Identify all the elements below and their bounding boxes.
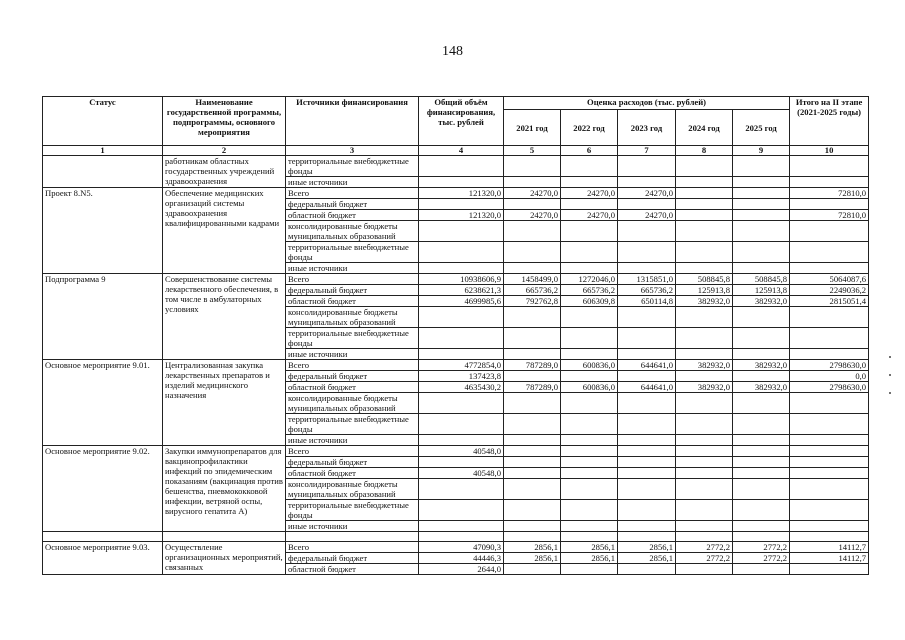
year-value-cell	[561, 500, 618, 521]
year-value-cell: 787289,0	[504, 360, 561, 371]
table-row	[43, 446, 869, 457]
year-value-cell: 382932,0	[733, 382, 790, 393]
row-program-name: работникам областных государственных учреждений здравоохранения	[163, 156, 286, 188]
funding-source: иные источники	[286, 177, 419, 188]
stage-total-cell	[790, 521, 869, 532]
year-value-cell	[733, 307, 790, 328]
total-volume-cell: 121320,0	[419, 188, 504, 199]
year-value-cell: 24270,0	[504, 188, 561, 199]
year-value-cell	[676, 521, 733, 532]
year-value-cell	[733, 328, 790, 349]
year-value-cell	[733, 457, 790, 468]
header-year: 2025 год	[733, 110, 790, 146]
stage-total-cell	[790, 177, 869, 188]
total-volume-cell: 137423,8	[419, 371, 504, 382]
year-value-cell	[733, 446, 790, 457]
year-value-cell	[561, 263, 618, 274]
year-value-cell: 2856,1	[618, 553, 676, 564]
column-number: 3	[286, 146, 419, 156]
year-value-cell: 382932,0	[676, 382, 733, 393]
header-total-volume: Общий объём финансирования, тыс. рублей	[419, 97, 504, 146]
stage-total-cell	[790, 307, 869, 328]
year-value-cell	[618, 435, 676, 446]
table-row	[43, 542, 869, 553]
year-value-cell	[676, 328, 733, 349]
year-value-cell: 382932,0	[733, 296, 790, 307]
year-value-cell	[504, 435, 561, 446]
column-number: 1	[43, 146, 163, 156]
total-volume-cell	[419, 521, 504, 532]
year-value-cell	[618, 242, 676, 263]
column-number: 10	[790, 146, 869, 156]
stage-total-cell	[790, 479, 869, 500]
year-value-cell	[618, 468, 676, 479]
year-value-cell	[561, 371, 618, 382]
total-volume-cell: 121320,0	[419, 210, 504, 221]
year-value-cell	[618, 199, 676, 210]
stage-total-cell	[790, 446, 869, 457]
year-value-cell: 644641,0	[618, 360, 676, 371]
year-value-cell	[618, 446, 676, 457]
year-value-cell: 644641,0	[618, 382, 676, 393]
year-value-cell	[504, 479, 561, 500]
stage-total-cell: 14112,7	[790, 553, 869, 564]
total-volume-cell	[419, 479, 504, 500]
funding-source: Всего	[286, 446, 419, 457]
year-value-cell	[504, 328, 561, 349]
year-value-cell	[561, 479, 618, 500]
year-value-cell	[561, 177, 618, 188]
funding-source: консолидированные бюджеты муниципальных образований	[286, 393, 419, 414]
row-status: Подпрограмма 9	[43, 274, 163, 360]
spacer-cell	[561, 532, 618, 542]
total-volume-cell: 2644,0	[419, 564, 504, 575]
year-value-cell: 787289,0	[504, 382, 561, 393]
total-volume-cell	[419, 156, 504, 177]
year-value-cell	[676, 393, 733, 414]
year-value-cell	[504, 263, 561, 274]
year-value-cell: 24270,0	[561, 188, 618, 199]
total-volume-cell	[419, 328, 504, 349]
year-value-cell: 125913,8	[676, 285, 733, 296]
year-value-cell: 1272046,0	[561, 274, 618, 285]
stage-total-cell: 72810,0	[790, 210, 869, 221]
year-value-cell	[618, 371, 676, 382]
year-value-cell	[676, 307, 733, 328]
year-value-cell: 2856,1	[561, 553, 618, 564]
year-value-cell: 2772,2	[676, 542, 733, 553]
row-program-name: Обеспечение медицинских организаций системы здравоохранения квалифицированными кадрами	[163, 188, 286, 274]
header-program-name: Наименование государственной программы, подпрограммы, основного мероприятия	[163, 97, 286, 146]
stage-total-cell	[790, 242, 869, 263]
total-volume-cell	[419, 177, 504, 188]
year-value-cell	[561, 414, 618, 435]
total-volume-cell	[419, 457, 504, 468]
stage-total-cell: 2798630,0	[790, 382, 869, 393]
year-value-cell	[733, 371, 790, 382]
funding-source: областной бюджет	[286, 382, 419, 393]
stage-total-cell: 14112,7	[790, 542, 869, 553]
total-volume-cell	[419, 242, 504, 263]
total-volume-cell	[419, 307, 504, 328]
year-value-cell: 600836,0	[561, 360, 618, 371]
year-value-cell: 2856,1	[618, 542, 676, 553]
row-status	[43, 156, 163, 188]
year-value-cell	[733, 177, 790, 188]
header-sources: Источники финансирования	[286, 97, 419, 146]
year-value-cell	[618, 177, 676, 188]
column-number: 7	[618, 146, 676, 156]
year-value-cell	[561, 199, 618, 210]
year-value-cell	[676, 564, 733, 575]
funding-source: иные источники	[286, 349, 419, 360]
year-value-cell	[561, 521, 618, 532]
year-value-cell	[676, 210, 733, 221]
year-value-cell: 665736,2	[504, 285, 561, 296]
year-value-cell	[504, 564, 561, 575]
year-value-cell	[676, 414, 733, 435]
year-value-cell	[561, 349, 618, 360]
row-status: Основное мероприятие 9.02.	[43, 446, 163, 532]
funding-source: Всего	[286, 360, 419, 371]
funding-source: областной бюджет	[286, 564, 419, 575]
year-value-cell	[676, 446, 733, 457]
year-value-cell	[733, 242, 790, 263]
total-volume-cell	[419, 349, 504, 360]
total-volume-cell: 4772854,0	[419, 360, 504, 371]
budget-table-body	[43, 156, 869, 575]
spacer-cell	[618, 532, 676, 542]
spacer-cell	[733, 532, 790, 542]
table-row	[43, 156, 869, 177]
year-value-cell	[561, 393, 618, 414]
year-value-cell: 382932,0	[733, 360, 790, 371]
column-number: 2	[163, 146, 286, 156]
year-value-cell	[618, 457, 676, 468]
funding-source: федеральный бюджет	[286, 199, 419, 210]
year-value-cell	[676, 156, 733, 177]
year-value-cell: 24270,0	[504, 210, 561, 221]
year-value-cell	[504, 199, 561, 210]
spacer-cell	[419, 532, 504, 542]
year-value-cell	[618, 393, 676, 414]
year-value-cell	[733, 564, 790, 575]
header-stage-total: Итого на II этапе (2021-2025 годы)	[790, 97, 869, 146]
column-number: 6	[561, 146, 618, 156]
year-value-cell	[504, 457, 561, 468]
year-value-cell: 2856,1	[504, 542, 561, 553]
year-value-cell	[676, 479, 733, 500]
year-value-cell	[618, 221, 676, 242]
year-value-cell	[504, 371, 561, 382]
year-value-cell	[618, 156, 676, 177]
row-program-name: Закупки иммунопрепаратов для вакцинопрофилактики инфекций по эпидемическим показаниям (вакцинация против бешенства, пневмококковой инфекции, ветряной оспы, вирусного гепатита А)	[163, 446, 286, 532]
stage-total-cell: 5064087,6	[790, 274, 869, 285]
year-value-cell	[733, 156, 790, 177]
year-value-cell	[676, 349, 733, 360]
year-value-cell: 382932,0	[676, 360, 733, 371]
stage-total-cell	[790, 393, 869, 414]
funding-source: Всего	[286, 542, 419, 553]
row-program-name: Централизованная закупка лекарственных препаратов и изделий медицинского назначения	[163, 360, 286, 446]
total-volume-cell: 4635430,2	[419, 382, 504, 393]
funding-source: территориальные внебюджетные фонды	[286, 156, 419, 177]
table-row	[43, 274, 869, 285]
total-volume-cell: 6238621,3	[419, 285, 504, 296]
year-value-cell: 1458499,0	[504, 274, 561, 285]
year-value-cell	[676, 468, 733, 479]
row-status: Проект 8.N5.	[43, 188, 163, 274]
year-value-cell: 125913,8	[733, 285, 790, 296]
year-value-cell	[561, 328, 618, 349]
year-value-cell	[561, 307, 618, 328]
row-program-name: Осуществление организационных мероприятий, связанных	[163, 542, 286, 575]
total-volume-cell	[419, 500, 504, 521]
funding-source: Всего	[286, 188, 419, 199]
budget-table	[42, 96, 869, 575]
year-value-cell	[618, 564, 676, 575]
year-value-cell	[733, 188, 790, 199]
column-number: 8	[676, 146, 733, 156]
funding-source: федеральный бюджет	[286, 371, 419, 382]
year-value-cell	[618, 414, 676, 435]
year-value-cell	[504, 177, 561, 188]
year-value-cell	[676, 177, 733, 188]
year-value-cell	[504, 468, 561, 479]
year-value-cell	[733, 210, 790, 221]
year-value-cell	[676, 435, 733, 446]
year-value-cell	[618, 263, 676, 274]
year-value-cell: 792762,8	[504, 296, 561, 307]
year-value-cell	[561, 446, 618, 457]
stage-total-cell	[790, 457, 869, 468]
spacer-cell	[286, 532, 419, 542]
header-year: 2021 год	[504, 110, 561, 146]
stage-total-cell: 2815051,4	[790, 296, 869, 307]
year-value-cell	[504, 307, 561, 328]
year-value-cell	[561, 564, 618, 575]
year-value-cell	[561, 221, 618, 242]
year-value-cell: 2772,2	[733, 553, 790, 564]
total-volume-cell	[419, 199, 504, 210]
margin-marks	[887, 356, 893, 396]
year-value-cell	[618, 479, 676, 500]
funding-source: областной бюджет	[286, 210, 419, 221]
spacer-cell	[504, 532, 561, 542]
header-year: 2024 год	[676, 110, 733, 146]
header-year: 2022 год	[561, 110, 618, 146]
year-value-cell: 1315851,0	[618, 274, 676, 285]
year-value-cell	[733, 500, 790, 521]
year-value-cell	[733, 521, 790, 532]
funding-source: консолидированные бюджеты муниципальных образований	[286, 479, 419, 500]
total-volume-cell: 40548,0	[419, 468, 504, 479]
funding-source: федеральный бюджет	[286, 285, 419, 296]
year-value-cell	[676, 263, 733, 274]
total-volume-cell	[419, 263, 504, 274]
year-value-cell	[676, 457, 733, 468]
year-value-cell	[504, 500, 561, 521]
funding-source: территориальные внебюджетные фонды	[286, 414, 419, 435]
funding-source: консолидированные бюджеты муниципальных образований	[286, 307, 419, 328]
funding-source: Всего	[286, 274, 419, 285]
year-value-cell: 2856,1	[561, 542, 618, 553]
funding-source: иные источники	[286, 521, 419, 532]
year-value-cell	[561, 457, 618, 468]
year-value-cell	[676, 371, 733, 382]
year-value-cell: 508845,8	[733, 274, 790, 285]
spacer-cell	[43, 532, 163, 542]
stage-total-cell: 72810,0	[790, 188, 869, 199]
year-value-cell: 2772,2	[676, 553, 733, 564]
year-value-cell	[618, 521, 676, 532]
stage-total-cell	[790, 349, 869, 360]
header-status: Статус	[43, 97, 163, 146]
year-value-cell	[676, 242, 733, 263]
stage-total-cell: 2798630,0	[790, 360, 869, 371]
stage-total-cell	[790, 435, 869, 446]
year-value-cell	[504, 349, 561, 360]
total-volume-cell	[419, 393, 504, 414]
column-number: 4	[419, 146, 504, 156]
funding-source: областной бюджет	[286, 296, 419, 307]
stage-total-cell	[790, 221, 869, 242]
year-value-cell: 2856,1	[504, 553, 561, 564]
year-value-cell	[733, 263, 790, 274]
page-number: 148	[442, 44, 463, 59]
funding-source: областной бюджет	[286, 468, 419, 479]
year-value-cell	[733, 393, 790, 414]
column-number: 9	[733, 146, 790, 156]
table-row	[43, 360, 869, 371]
year-value-cell	[733, 349, 790, 360]
year-value-cell	[676, 188, 733, 199]
year-value-cell: 665736,2	[618, 285, 676, 296]
year-value-cell	[676, 221, 733, 242]
row-status: Основное мероприятие 9.03.	[43, 542, 163, 575]
row-status: Основное мероприятие 9.01.	[43, 360, 163, 446]
funding-source: территориальные внебюджетные фонды	[286, 242, 419, 263]
year-value-cell: 600836,0	[561, 382, 618, 393]
year-value-cell	[504, 446, 561, 457]
header-year: 2023 год	[618, 110, 676, 146]
year-value-cell: 508845,8	[676, 274, 733, 285]
header-estimate: Оценка расходов (тыс. рублей)	[504, 97, 790, 110]
year-value-cell	[561, 468, 618, 479]
total-volume-cell	[419, 435, 504, 446]
spacer-cell	[163, 532, 286, 542]
spacer-cell	[676, 532, 733, 542]
year-value-cell	[561, 435, 618, 446]
funding-source: территориальные внебюджетные фонды	[286, 500, 419, 521]
stage-total-cell	[790, 564, 869, 575]
year-value-cell	[733, 468, 790, 479]
year-value-cell: 606309,8	[561, 296, 618, 307]
total-volume-cell: 44446,3	[419, 553, 504, 564]
year-value-cell	[618, 328, 676, 349]
funding-source: иные источники	[286, 435, 419, 446]
table-row	[43, 188, 869, 199]
year-value-cell	[733, 199, 790, 210]
year-value-cell	[733, 221, 790, 242]
column-number: 5	[504, 146, 561, 156]
stage-total-cell	[790, 156, 869, 177]
year-value-cell	[733, 435, 790, 446]
year-value-cell	[618, 349, 676, 360]
stage-total-cell: 0,0	[790, 371, 869, 382]
year-value-cell	[618, 500, 676, 521]
stage-total-cell	[790, 414, 869, 435]
funding-source: иные источники	[286, 263, 419, 274]
year-value-cell	[561, 242, 618, 263]
stage-total-cell	[790, 328, 869, 349]
year-value-cell: 665736,2	[561, 285, 618, 296]
stage-total-cell	[790, 468, 869, 479]
year-value-cell: 24270,0	[561, 210, 618, 221]
total-volume-cell: 40548,0	[419, 446, 504, 457]
year-value-cell	[504, 221, 561, 242]
year-value-cell	[676, 500, 733, 521]
year-value-cell	[676, 199, 733, 210]
year-value-cell: 24270,0	[618, 210, 676, 221]
spacer-row	[43, 532, 869, 542]
stage-total-cell	[790, 500, 869, 521]
year-value-cell	[504, 156, 561, 177]
row-program-name: Совершенствование системы лекарственного обеспечения, в том числе в амбулаторных условиях	[163, 274, 286, 360]
total-volume-cell: 10938606,9	[419, 274, 504, 285]
budget-table-wrapper	[42, 96, 868, 575]
year-value-cell	[561, 156, 618, 177]
year-value-cell	[504, 393, 561, 414]
year-value-cell	[504, 242, 561, 263]
year-value-cell: 2772,2	[733, 542, 790, 553]
year-value-cell: 24270,0	[618, 188, 676, 199]
year-value-cell	[733, 414, 790, 435]
year-value-cell	[733, 479, 790, 500]
year-value-cell: 382932,0	[676, 296, 733, 307]
year-value-cell	[504, 414, 561, 435]
year-value-cell	[504, 521, 561, 532]
stage-total-cell	[790, 263, 869, 274]
total-volume-cell	[419, 414, 504, 435]
total-volume-cell	[419, 221, 504, 242]
funding-source: территориальные внебюджетные фонды	[286, 328, 419, 349]
year-value-cell	[618, 307, 676, 328]
funding-source: федеральный бюджет	[286, 457, 419, 468]
total-volume-cell: 4699985,6	[419, 296, 504, 307]
stage-total-cell: 2249036,2	[790, 285, 869, 296]
funding-source: федеральный бюджет	[286, 553, 419, 564]
funding-source: консолидированные бюджеты муниципальных образований	[286, 221, 419, 242]
spacer-cell	[790, 532, 869, 542]
total-volume-cell: 47090,3	[419, 542, 504, 553]
year-value-cell: 650114,8	[618, 296, 676, 307]
stage-total-cell	[790, 199, 869, 210]
